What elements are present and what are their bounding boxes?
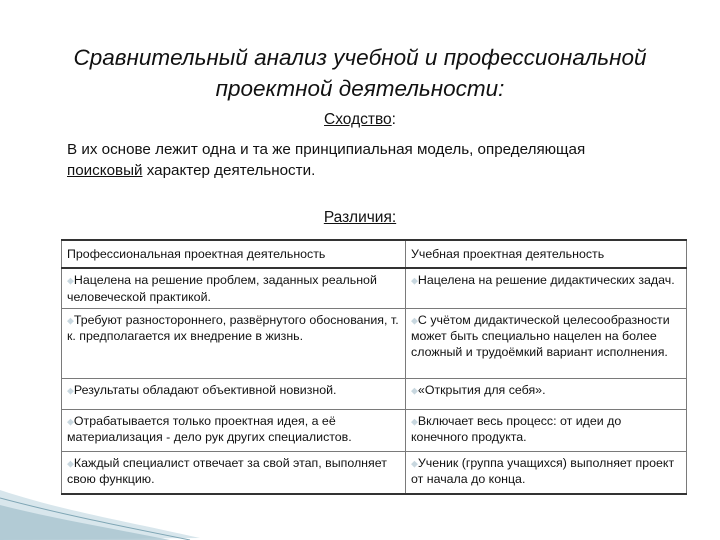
slide-title [0, 42, 720, 104]
similarity-text [67, 139, 697, 181]
cell-text: Результаты обладают объективной новизной. [73, 382, 337, 397]
comparison-table [61, 239, 687, 495]
cell-text: Нацелена на решение дидактических задач. [417, 273, 675, 287]
table-row [62, 409, 687, 451]
table-cell [406, 409, 687, 451]
table-cell [62, 451, 406, 494]
cell-text: Требуют разностороннего, развёрнутого обоснования, т. к. предполагается их внедрение в жизнь. [67, 312, 399, 344]
title-line-2: проектной деятельности: [215, 76, 505, 101]
title-line-1: Сравнительный анализ учебной и профессиональной [73, 45, 647, 70]
bullet-icon: ◆ [67, 385, 74, 396]
similarity-text-keyword: поисковый [67, 162, 143, 179]
table-row [62, 451, 687, 494]
similarity-heading-text: Сходство [324, 111, 392, 128]
bullet-icon: ◆ [67, 458, 74, 469]
similarity-text-start: В их основе лежит одна и та же принципиальная модель, определяющая [67, 141, 586, 158]
cell-text: Ученик (группа учащихся) выполняет проект от начала до конца. [411, 455, 675, 487]
table-cell [406, 378, 687, 409]
similarity-heading [0, 111, 720, 129]
table-cell [62, 409, 406, 451]
bullet-icon: ◆ [411, 458, 418, 469]
table-cell [406, 451, 687, 494]
table-cell [62, 378, 406, 409]
table-row [62, 308, 687, 378]
similarity-heading-colon: : [391, 111, 396, 128]
table-header-row [62, 240, 687, 268]
bullet-icon: ◆ [411, 385, 418, 396]
cell-text: С учётом дидактической целесообразности может быть специально нацелен на более сложный и трудоёмкий вариант исполнения. [411, 312, 670, 360]
table-cell [406, 268, 687, 308]
bullet-icon: ◆ [67, 315, 74, 326]
cell-text: Каждый специалист отвечает за свой этап, выполняет свою функцию. [67, 455, 387, 487]
differences-heading: Различия: [323, 209, 397, 226]
header-educational: Учебная проектная деятельность [406, 240, 687, 268]
cell-text: Отрабатывается только проектная идея, а её материализация - дело рук других специалистов. [67, 413, 352, 445]
header-professional: Профессиональная проектная деятельность [62, 240, 406, 268]
bullet-icon: ◆ [67, 275, 74, 286]
cell-text: Включает весь процесс: от идеи до конечного продукта. [411, 413, 622, 445]
similarity-text-end: характер деятельности. [142, 162, 316, 179]
table-cell [62, 268, 406, 308]
table-cell [406, 308, 687, 378]
table-cell [62, 308, 406, 378]
bullet-icon: ◆ [411, 315, 418, 326]
bullet-icon: ◆ [411, 416, 418, 427]
cell-text: «Открытия для себя». [417, 382, 546, 397]
bullet-icon: ◆ [67, 416, 74, 427]
table-row [62, 268, 687, 308]
bullet-icon: ◆ [411, 275, 418, 286]
table-row [62, 378, 687, 409]
cell-text: Нацелена на решение проблем, заданных реальной человеческой практикой. [67, 273, 377, 304]
